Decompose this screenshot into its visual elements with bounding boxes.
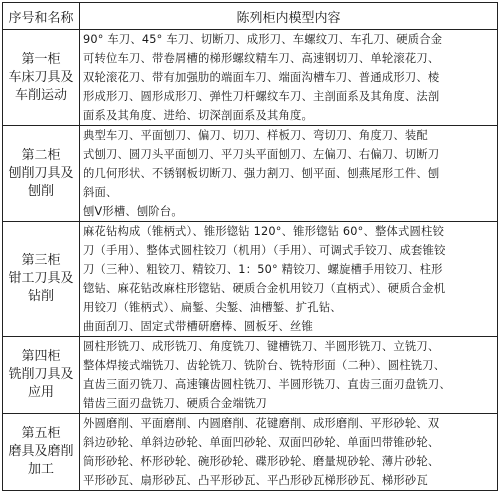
cabinet-content-line: 曲面刮刀、固定式带槽研磨棒、圆板牙、丝锥 [83,320,313,333]
table-row [3,30,498,126]
cabinet-name-line: 应用 [27,385,54,400]
cabinet-content-cell [80,126,498,222]
cabinet-content-line: 90° 车刀、45° 车刀、切断刀、成形刀、车螺纹刀、车孔刀、硬质合金 [83,33,443,46]
cabinet-content-line: 平形砂瓦、扇形砂瓦、凸平形砂瓦、平凸形砂瓦梯形砂瓦、梯形砂瓦 [83,474,428,487]
cabinet-name-cell [3,414,80,491]
cabinet-name-cell [3,337,80,414]
cabinet-contents-table [2,2,498,491]
cabinet-content-line: 面系及其角度、进给、切深剖面系及其角度。 [83,109,313,122]
cabinet-name-cell [3,126,80,222]
cabinet-name-line: 车削运动 [14,87,67,103]
cabinet-content-line: 形成形刀、圆形成形刀、弹性刀杆螺纹车刀、主剖面系及其角度、法剖 [83,90,440,103]
cabinet-name-line: 刨削刀具及 [8,165,74,181]
cabinet-name-line: 车床刀具及 [8,69,74,85]
cabinet-content-line: 用铰刀（锥柄式）、扁錾、尖錾、油槽錾、扩孔钻、 [83,301,342,314]
cabinet-name-line: 加工 [27,462,54,477]
cabinet-name-line: 铣削刀具及 [8,367,74,382]
cabinet-content-line: 可转位车刀、带卷屑槽的梯形螺纹精车刀、高速钢切刀、单轮滚花刀、 [83,52,440,65]
cabinet-content-line: 麻花钻构成（锥柄式）、锥形锪钻 120°、锥形锪钻 60°、整体式圆柱铰 [83,225,444,238]
header-row [3,3,498,30]
cabinet-name-line: 第一柜 [21,51,61,67]
cabinet-content-line: 刨Ⅴ形槽、刨阶台。 [83,205,183,218]
cabinet-name-line: 第三柜 [21,253,61,268]
cabinet-content-line: 刀（手用）、整体式圆柱铰刀（机用）（手用）、可调式手铰刀、成套锥铰 [83,244,446,257]
cabinet-content-line: 圆柱形铣刀、成形铣刀、角度铣刀、键槽铣刀、半圆形铣刀、立铣刀、 [83,340,440,353]
table-row [3,337,498,414]
cabinet-name-line: 第四柜 [21,349,61,364]
cabinet-content-line: 式刨刀、圆刀头平面刨刀、平刀头平面刨刀、左偏刀、右偏刀、切断刀 [83,148,440,161]
cabinet-name-line: 刨削 [27,183,54,199]
cabinet-content-cell [80,30,498,126]
header-name-column: 序号和名称 [3,3,80,30]
cabinet-content-line: 的几何形状、不锈钢板切断刀、强力割刀、刨平面、刨燕尾形工件、刨 [83,167,440,180]
table-row [3,222,498,337]
cabinet-content-line: 斜边砂轮、单斜边砂轮、单面凹砂轮、双面凹砂轮、单面凹带锥砂轮、 [83,436,440,449]
cabinet-content-cell [80,414,498,491]
cabinet-content-line: 筒形砂轮、杯形砂轮、碗形砂轮、碟形砂轮、磨量规砂轮、薄片砂轮、 [83,455,440,468]
cabinet-name-line: 磨具及磨削 [8,444,74,459]
cabinet-name-cell [3,30,80,126]
cabinet-content-cell [80,222,498,337]
cabinet-content-line: 错齿三面刃盘铣刀、硬质合金端铣刀 [83,397,267,410]
cabinet-content-line: 刀（三种）、粗铰刀、精铰刀、1：50° 精铰刀、螺旋槽手用铰刀、柱形 [83,263,443,276]
cabinet-name-line: 钻削 [27,289,54,304]
table-row [3,126,498,222]
cabinet-content-line: 外圆磨削、平面磨削、内圆磨削、花键磨削、成形磨削、平形砂轮、双 [83,417,440,430]
table-row [3,414,498,491]
cabinet-content-line: 直齿三面刃铣刀、高速镶齿圆柱铣刀、半圆形铣刀、直齿三面刃盘铣刀、 [83,378,451,391]
cabinet-name-line: 钳工刀具及 [8,271,74,286]
cabinet-name-line: 第五柜 [21,426,61,441]
cabinet-content-line: 双轮滚花刀、带有加强肋的端面车刀、端面沟槽车刀、普通成形刀、棱 [83,71,440,84]
cabinet-content-line: 斜面、 [83,186,118,199]
cabinet-content-cell [80,337,498,414]
cabinet-content-line: 整体焊接式端铣刀、齿轮铣刀、铣阶台、铣特形面（二种）、圆柱铣刀、 [83,359,446,372]
cabinet-content-line: 典型车刀、平面刨刀、偏刀、切刀、样板刀、弯切刀、角度刀、装配 [83,129,428,142]
header-content-column: 陈列柜内模型内容 [80,3,498,30]
table-body [3,30,498,491]
cabinet-name-cell [3,222,80,337]
cabinet-content-line: 锪钻、麻花钻改麻柱形锪钻、硬质合金机用铰刀（直柄式）、硬质合金机 [83,282,446,295]
cabinet-name-line: 第二柜 [21,147,61,163]
